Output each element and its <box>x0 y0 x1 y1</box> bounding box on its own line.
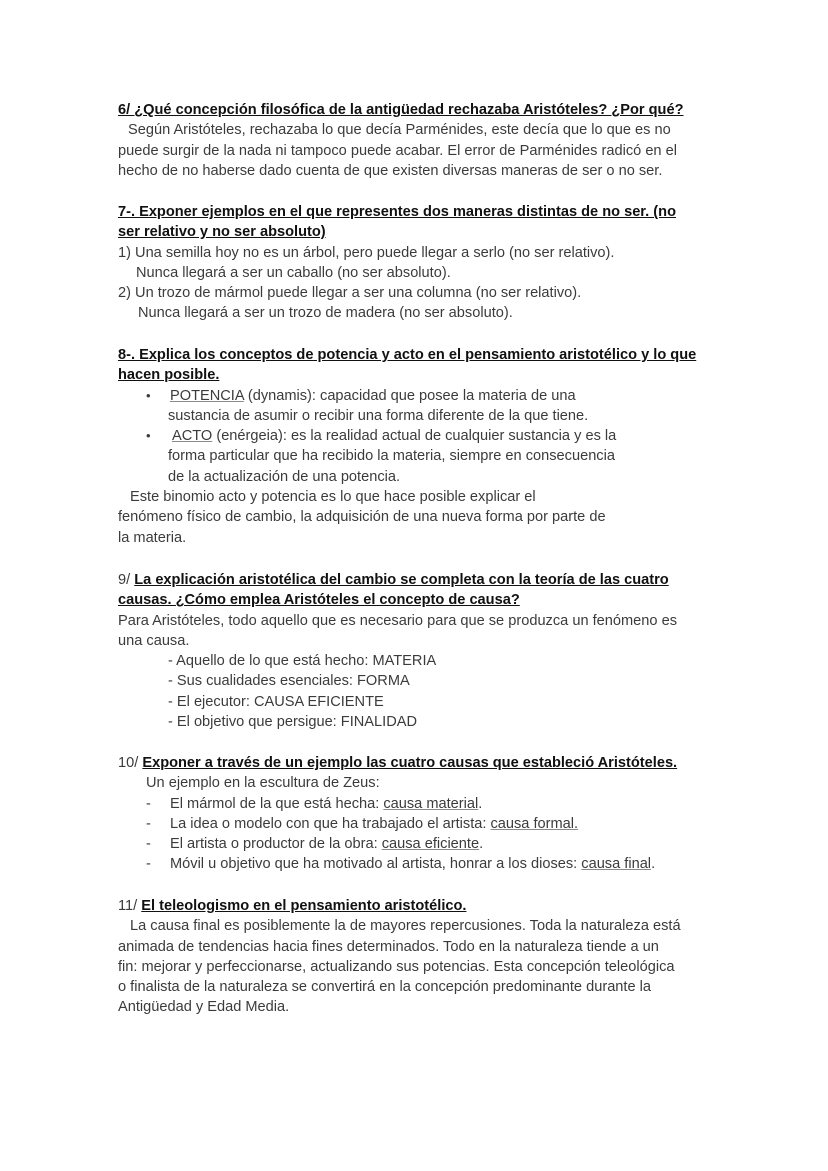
q6-line-2: puede surgir de la nada ni tampoco puede acabar. El error de Parménides radicó en el <box>118 142 677 159</box>
q8-title-line-1: 8-. Explica los conceptos de potencia y acto en el pensamiento aristotélico y lo que <box>118 347 697 363</box>
q10-intro: Un ejemplo en la escultura de Zeus: <box>146 775 380 792</box>
term-causa-eficiente: causa eficiente <box>381 836 480 853</box>
section-q7 <box>118 202 718 324</box>
q11-line-2: animada de tendencias hacia fines determinados. Todo en la naturaleza tiende a un <box>118 938 659 955</box>
q6-title: 6/ ¿Qué concepción filosófica de la antigüedad rechazaba Aristóteles? ¿Por qué? <box>118 102 684 118</box>
q9-item-causa-eficiente: - El ejecutor: CAUSA EFICIENTE <box>168 693 384 710</box>
q9-item-materia: - Aquello de lo que está hecho: MATERIA <box>168 653 437 670</box>
q9-line-2: una causa. <box>118 632 190 649</box>
term-causa-formal: causa formal. <box>490 815 579 832</box>
q10-title: 10/ Exponer a través de un ejemplo las cuatro causas que estableció Aristóteles. <box>118 755 678 771</box>
q8-after-line-2: fenómeno físico de cambio, la adquisición de una nueva forma por parte de <box>118 509 606 526</box>
q7-line-1: 1) Una semilla hoy no es un árbol, pero puede llegar a serlo (no ser relativo). <box>118 244 615 261</box>
section-q10 <box>118 753 718 875</box>
q8-bullet-acto-line-2: forma particular que ha recibido la materia, siempre en consecuencia <box>168 448 615 465</box>
q6-line-3: hecho de no haberse dado cuenta de que existen diversas maneras de ser o no ser. <box>118 162 663 179</box>
q9-line-1: Para Aristóteles, todo aquello que es necesario para que se produzca un fenómeno es <box>118 612 677 629</box>
q10-item-3: - El artista o productor de la obra: causa eficiente. <box>146 836 484 853</box>
term-acto: ACTO <box>172 428 213 445</box>
q10-item-2: - La idea o modelo con que ha trabajado el artista: causa formal. <box>146 815 579 832</box>
q8-bullet-acto-line-3: de la actualización de una potencia. <box>168 468 401 485</box>
q9-title-line-2: causas. ¿Cómo emplea Aristóteles el concepto de causa? <box>118 592 520 609</box>
q8-bullet-potencia: • POTENCIA (dynamis): capacidad que posee la materia de una <box>118 386 718 406</box>
q9-title-line-1: 9/ La explicación aristotélica del cambio se completa con la teoría de las cuatro <box>118 572 669 588</box>
section-q11 <box>118 896 718 1018</box>
q8-after-line-1: Este binomio acto y potencia es lo que hace posible explicar el <box>130 489 536 506</box>
q6-line-1: Según Aristóteles, rechazaba lo que decía Parménides, este decía que lo que es no <box>128 122 671 139</box>
q7-title-line-1: 7-. Exponer ejemplos en el que representes dos maneras distintas de no ser. (no <box>118 204 676 220</box>
q8-bullet-potencia-line-2: sustancia de asumir o recibir una forma diferente de la que tiene. <box>168 407 589 424</box>
q8-title-line-2: hacen posible. <box>118 367 220 384</box>
term-causa-material: causa material <box>383 795 479 812</box>
q9-item-finalidad: - El objetivo que persigue: FINALIDAD <box>168 714 418 731</box>
section-q6 <box>118 100 718 181</box>
q10-item-1: - El mármol de la que está hecha: causa material. <box>146 795 483 812</box>
term-potencia: POTENCIA <box>170 387 244 404</box>
q11-line-3: fin: mejorar y perfeccionarse, actualizando sus potencias. Esta concepción teleológica <box>118 958 675 975</box>
q8-after-line-3: la materia. <box>118 529 187 546</box>
q10-item-4: - Móvil u objetivo que ha motivado al artista, honrar a los dioses: causa final. <box>146 856 656 873</box>
term-causa-final: causa final <box>581 856 652 873</box>
q7-line-3: 2) Un trozo de mármol puede llegar a ser una columna (no ser relativo). <box>118 285 582 302</box>
q7-line-2: Nunca llegará a ser un caballo (no ser absoluto). <box>136 264 451 281</box>
bullet-icon: • <box>146 428 151 444</box>
q11-line-4: o finalista de la naturaleza se convertirá en la concepción predominante durante la <box>118 979 652 996</box>
q11-line-1: La causa final es posiblemente la de mayores repercusiones. Toda la naturaleza está <box>130 918 681 935</box>
section-q9 <box>118 570 718 732</box>
q7-line-4: Nunca llegará a ser un trozo de madera (no ser absoluto). <box>138 305 513 322</box>
bullet-icon: • <box>146 387 151 403</box>
section-q8 <box>118 345 718 548</box>
q11-title: 11/ El teleologismo en el pensamiento aristotélico. <box>118 898 467 914</box>
q7-title-line-2: ser relativo y no ser absoluto) <box>118 224 326 241</box>
q8-bullet-acto: • ACTO (enérgeia): es la realidad actual de cualquier sustancia y es la <box>118 426 718 446</box>
q9-item-forma: - Sus cualidades esenciales: FORMA <box>168 673 410 690</box>
q11-line-5: Antigüedad y Edad Media. <box>118 999 290 1016</box>
